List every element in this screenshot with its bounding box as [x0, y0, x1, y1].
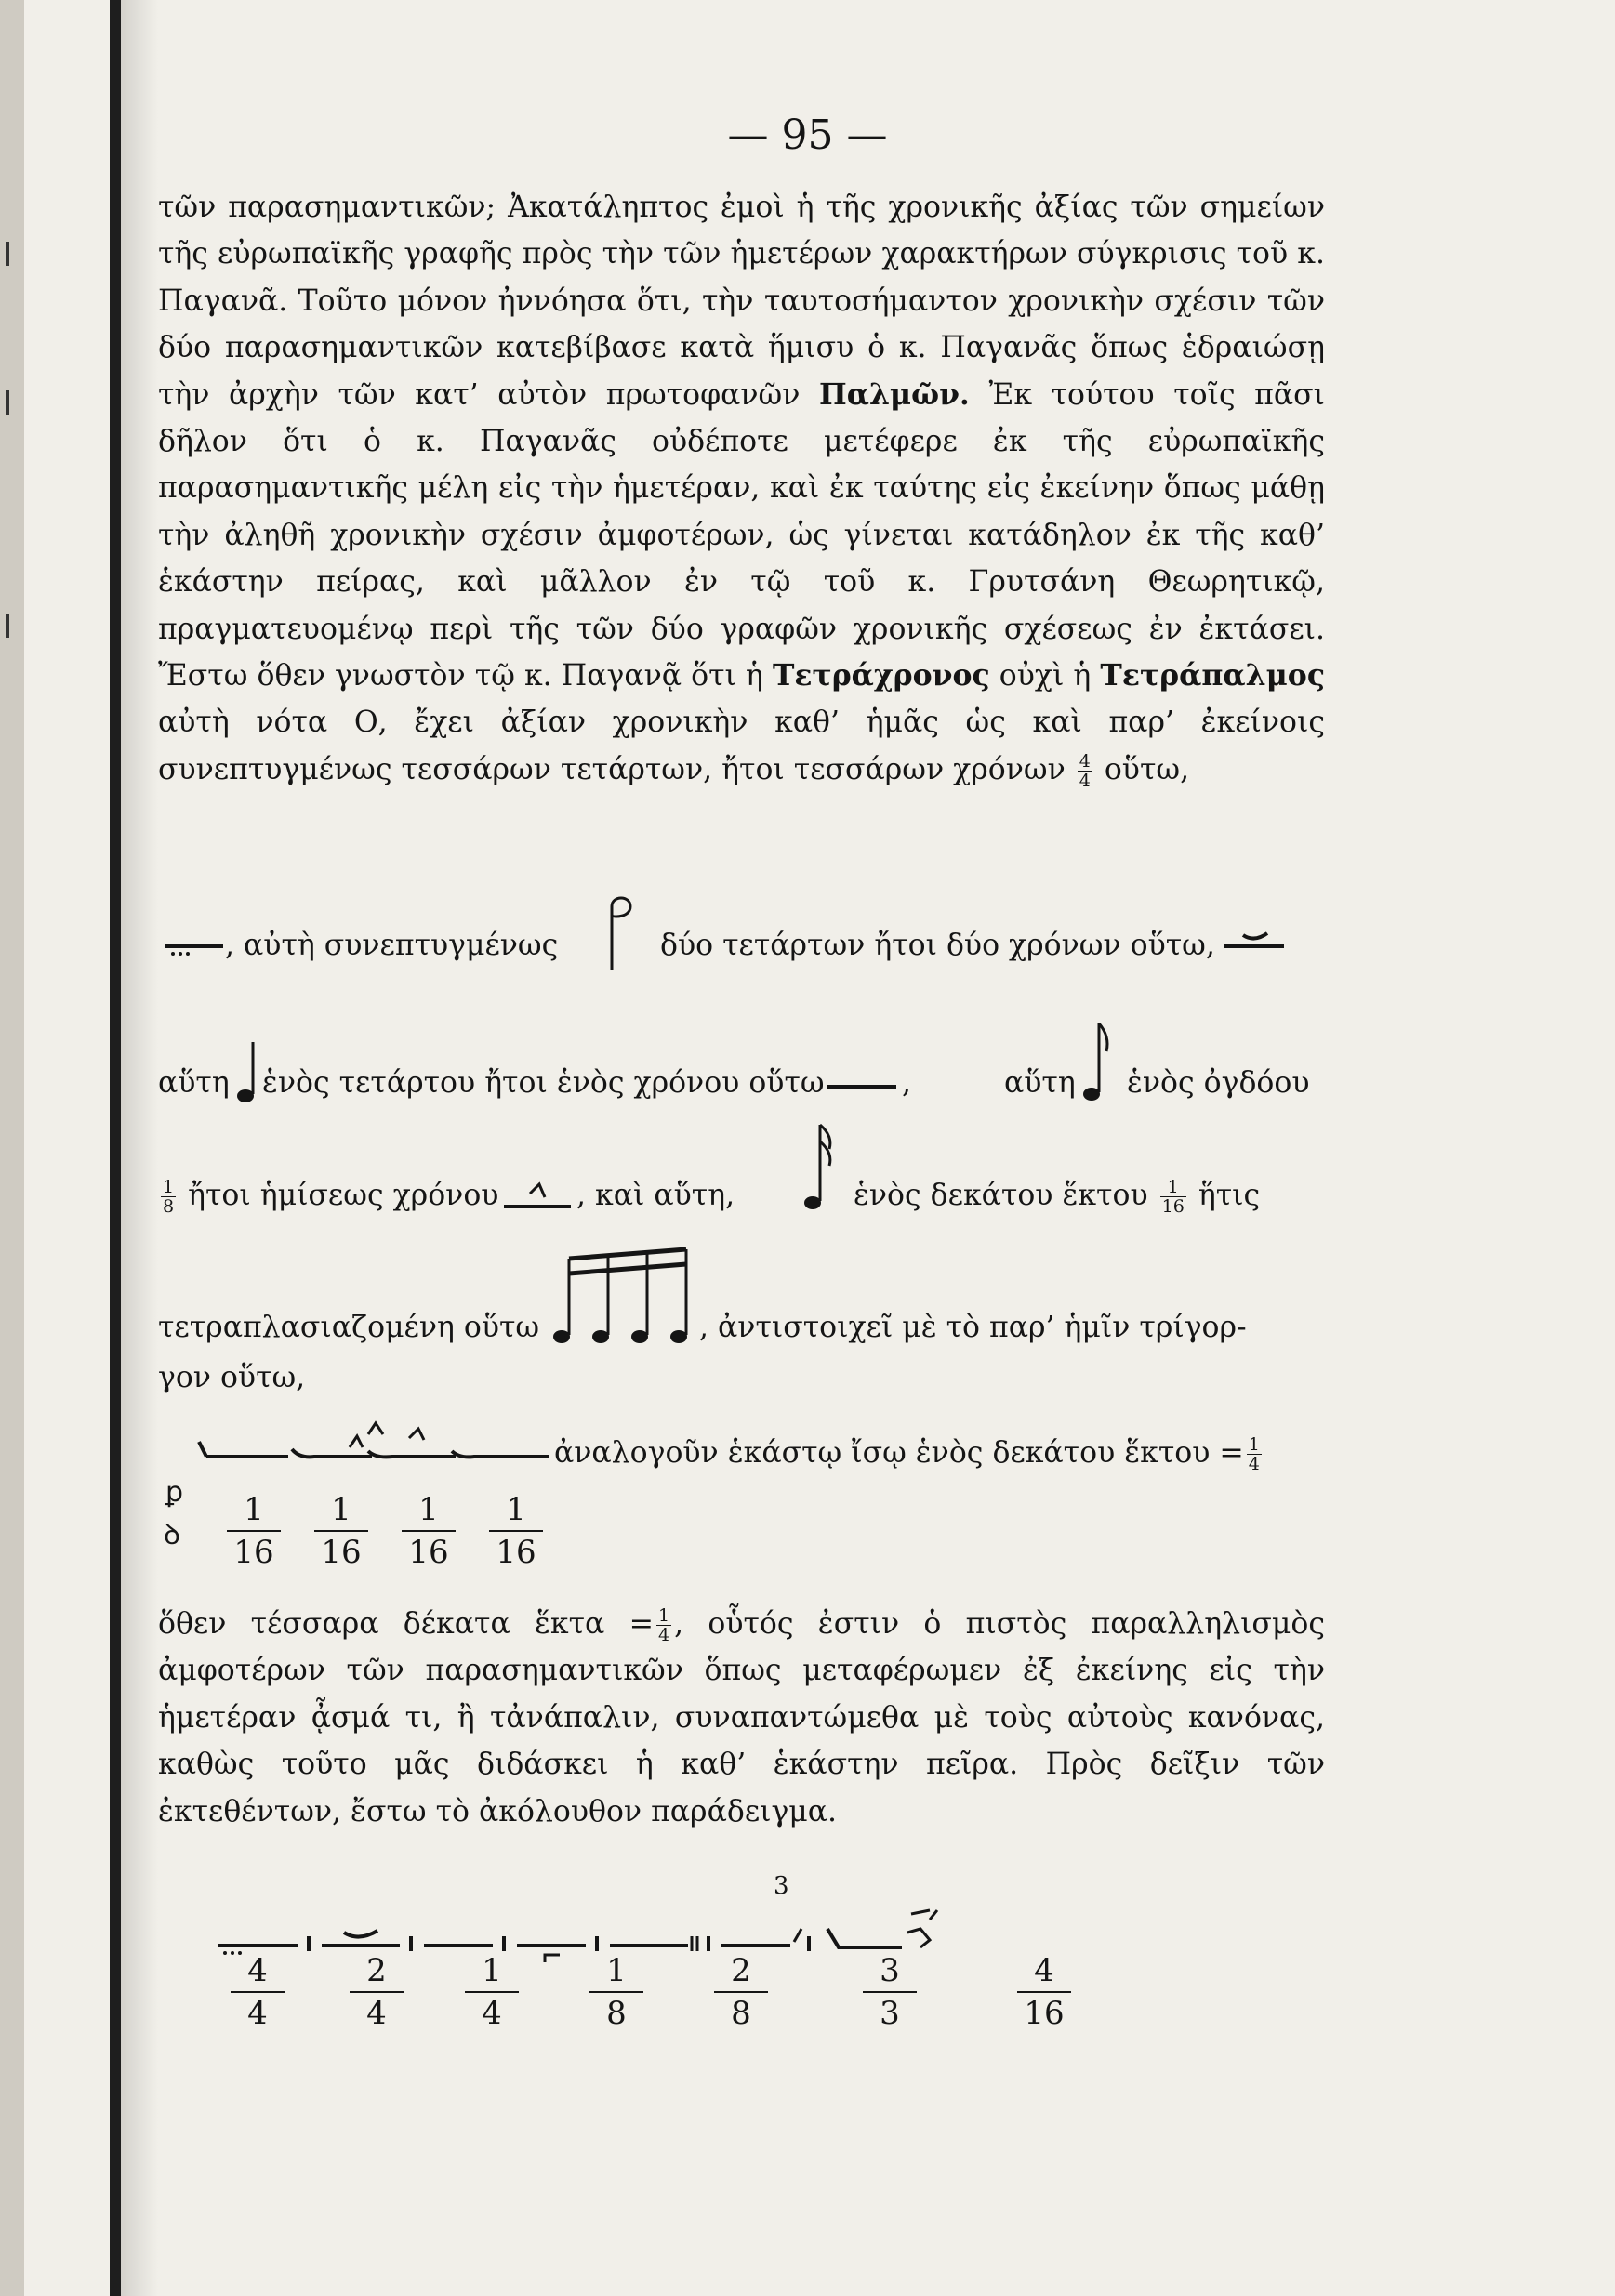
sixteenth-note-symbol [800, 1121, 846, 1214]
music-line-1 [158, 906, 1330, 990]
music-text: γον οὕτω, [158, 1361, 306, 1394]
music-text: , [902, 1066, 912, 1100]
music-line-2 [158, 1036, 1330, 1120]
whole-note-symbol [164, 911, 229, 967]
music-text: , αὐτὴ συνεπτυγμένως [225, 929, 559, 962]
music-text: , ἀντιστοιχεῖ μὲ τὸ παρ’ ἡμῖν τρίγορ- [699, 1311, 1247, 1344]
music-text: αὕτη [1004, 1066, 1076, 1100]
edge-mark [6, 390, 9, 415]
edge-mark [6, 614, 9, 638]
fraction-1-16: 1 16 [221, 1489, 286, 1573]
music-text: δύο τετάρτων ἤτοι δύο χρόνων οὕτω, [660, 929, 1215, 962]
example-fraction: 1 8 [584, 1950, 649, 2034]
page-number: — 95 — [727, 112, 888, 159]
four-sixteenths-symbol [547, 1246, 695, 1357]
inline-fraction: $\frac{4}{4}$ [1079, 750, 1091, 791]
example-fraction: 3 3 [857, 1950, 922, 2034]
music-line-5 [158, 1355, 1330, 1402]
inline-fraction: $\frac{1}{8}$ [163, 1177, 175, 1217]
paragraph-text: αὐτὴ νότα Ο, ἔχει ἀξίαν χρονικὴν καθ’ ἡμᾶς ὡς καὶ παρ’ ἐκείνοις συνεπτυγμένως τεσσάρων τετάρτων, ἤτοι τεσσάρων χρόνων [158, 706, 1325, 786]
inline-fraction: $\frac{1}{4}$ [1248, 1434, 1260, 1474]
ison-symbol [826, 1059, 900, 1096]
klasma-symbol [1223, 911, 1288, 967]
music-text: ἀναλογοῦν ἑκάστῳ ἴσῳ ἑνὸς δεκάτου ἕκτου = $\frac{1}{4}$ [554, 1434, 1260, 1474]
page-edge [0, 0, 24, 2296]
paragraph-1 [158, 184, 1325, 793]
fraction-1-16: 1 16 [309, 1489, 374, 1573]
music-text: ἑνὸς τετάρτου ἤτοι ἑνὸς χρόνου οὕτω [262, 1066, 825, 1100]
inline-fraction: $\frac{1}{16}$ [1161, 1177, 1185, 1217]
half-note-symbol [601, 890, 638, 973]
example-fraction: 2 4 [344, 1950, 409, 2034]
side-label-bottom: ꝺ [164, 1519, 180, 1551]
paragraph-2 [158, 1601, 1325, 1835]
bold-term: Παλμῶν. [818, 376, 970, 412]
music-text: τετραπλασιαζομένη οὕτω [158, 1311, 540, 1344]
music-text: αὕτη [158, 1066, 230, 1100]
music-text [158, 1177, 498, 1216]
eighth-note-symbol [1079, 1020, 1125, 1103]
example-fraction: 4 4 [225, 1950, 290, 2034]
music-line-4 [158, 1255, 1330, 1357]
example-fractions [225, 1950, 1155, 2052]
tetragorgon-neumes-symbol [186, 1410, 586, 1475]
paragraph-text: , οὗτός ἐστιν ὁ πιστὸς παραλληλισμὸς ἀμφοτέρων τῶν παρασημαντικῶν ὅπως μεταφέρωμεν ἐξ ἐκείνης εἰς τὴν ἡμετέραν ᾆσμά τι, ἢ τἀνάπαλιν, συναπαντώμεθα μὲ τοὺς αὐτοὺς κανόνας, καθὼς τοῦτο μᾶς διδάσκει ἡ καθ’ ἑκάστην πεῖρα. Πρὸς δεῖξιν τῶν ἐκτεθέντων, ἔστω τὸ ἀκόλουθον παράδειγμα. [158, 1607, 1326, 1828]
paragraph-text: οὕτω, [1094, 752, 1190, 786]
paragraph-text: Ἐκ τούτου τοῖς πᾶσι δῆλον ὅτι ὁ κ. Παγανᾶς οὐδέποτε μετέφερε ἐκ τῆς εὐρωπαϊκῆς παρασημαντικῆς μέλη εἰς τὴν ἡμετέραν, καὶ ἐκ ταύτης εἰς ἐκείνην ὅπως μάθῃ τὴν ἀληθῆ χρονικὴν σχέσιν ἀμφοτέρων, ὡς γίνεται κατάδηλον ἐκ τῆς καθ’ ἑκάστην πείρας, καὶ μᾶλλον ἐν τῷ τοῦ κ. Γρυτσάνη Θεωρητικῷ, πραγματευομένῳ περὶ τῆς τῶν δύο γραφῶν χρονικῆς σχέσεως ἐν ἐκτάσει. Ἔστω ὅθεν γνωστὸν τῷ κ. Παγανᾷ ὅτι ἡ [158, 377, 1325, 693]
triplet-mark: 3 [774, 1872, 789, 1900]
paragraph-text: ὅθεν τέσσαρα δέκατα ἕκτα = [158, 1607, 654, 1641]
paragraph-text: τῶν παρασημαντικῶν; Ἀκατάληπτος ἐμοὶ ἡ τῆς χρονικῆς ἀξίας τῶν σημείων τῆς εὐρωπαϊκῆς γραφῆς πρὸς τὴν τῶν ἡμετέρων χαρακτήρων σύγκρισις τοῦ κ. Παγανᾶ. Τοῦτο μόνον ἠννόησα ὅτι, τὴν ταυτοσήμαντον χρονικὴν σχέσιν τῶν δύο παρασημαντικῶν κατεβίβασε κατὰ ἥμισυ ὁ κ. Παγανᾶς ὅπως ἑδραιώσῃ τὴν ἀρχὴν τῶν κατ’ αὐτὸν πρωτοφανῶν [158, 191, 1325, 412]
bold-term: Τετράπαλμος [1100, 658, 1325, 693]
example-fraction: 2 8 [708, 1950, 774, 2034]
music-line-3 [158, 1153, 1330, 1236]
bold-term: Τετράχρονος [772, 658, 990, 693]
edge-mark [6, 242, 9, 266]
music-text: ἤτοι ἡμίσεως χρόνου [188, 1179, 499, 1212]
fraction-1-16: 1 16 [483, 1489, 549, 1573]
gorgon-ison-symbol [502, 1173, 576, 1220]
binding-shadow [121, 0, 158, 2296]
music-text: ἑνὸς δεκάτου ἕκτου $\frac{1}{16}$ ἥτις [854, 1177, 1261, 1217]
music-text: ἑνὸς ὀγδόου [1127, 1066, 1310, 1100]
example-fraction: 4 16 [1012, 1950, 1077, 2034]
inline-fraction: $\frac{1}{4}$ [657, 1605, 670, 1645]
binding-line [110, 0, 121, 2296]
example-fraction: 1 4 [459, 1950, 524, 2034]
music-text: , καὶ αὕτη, [576, 1179, 735, 1212]
paragraph-text: οὐχὶ ἡ [989, 659, 1101, 693]
side-label-top: ꝑ [165, 1476, 184, 1509]
fraction-1-16: 1 16 [396, 1489, 461, 1573]
sixteenths-fractions [221, 1489, 556, 1582]
